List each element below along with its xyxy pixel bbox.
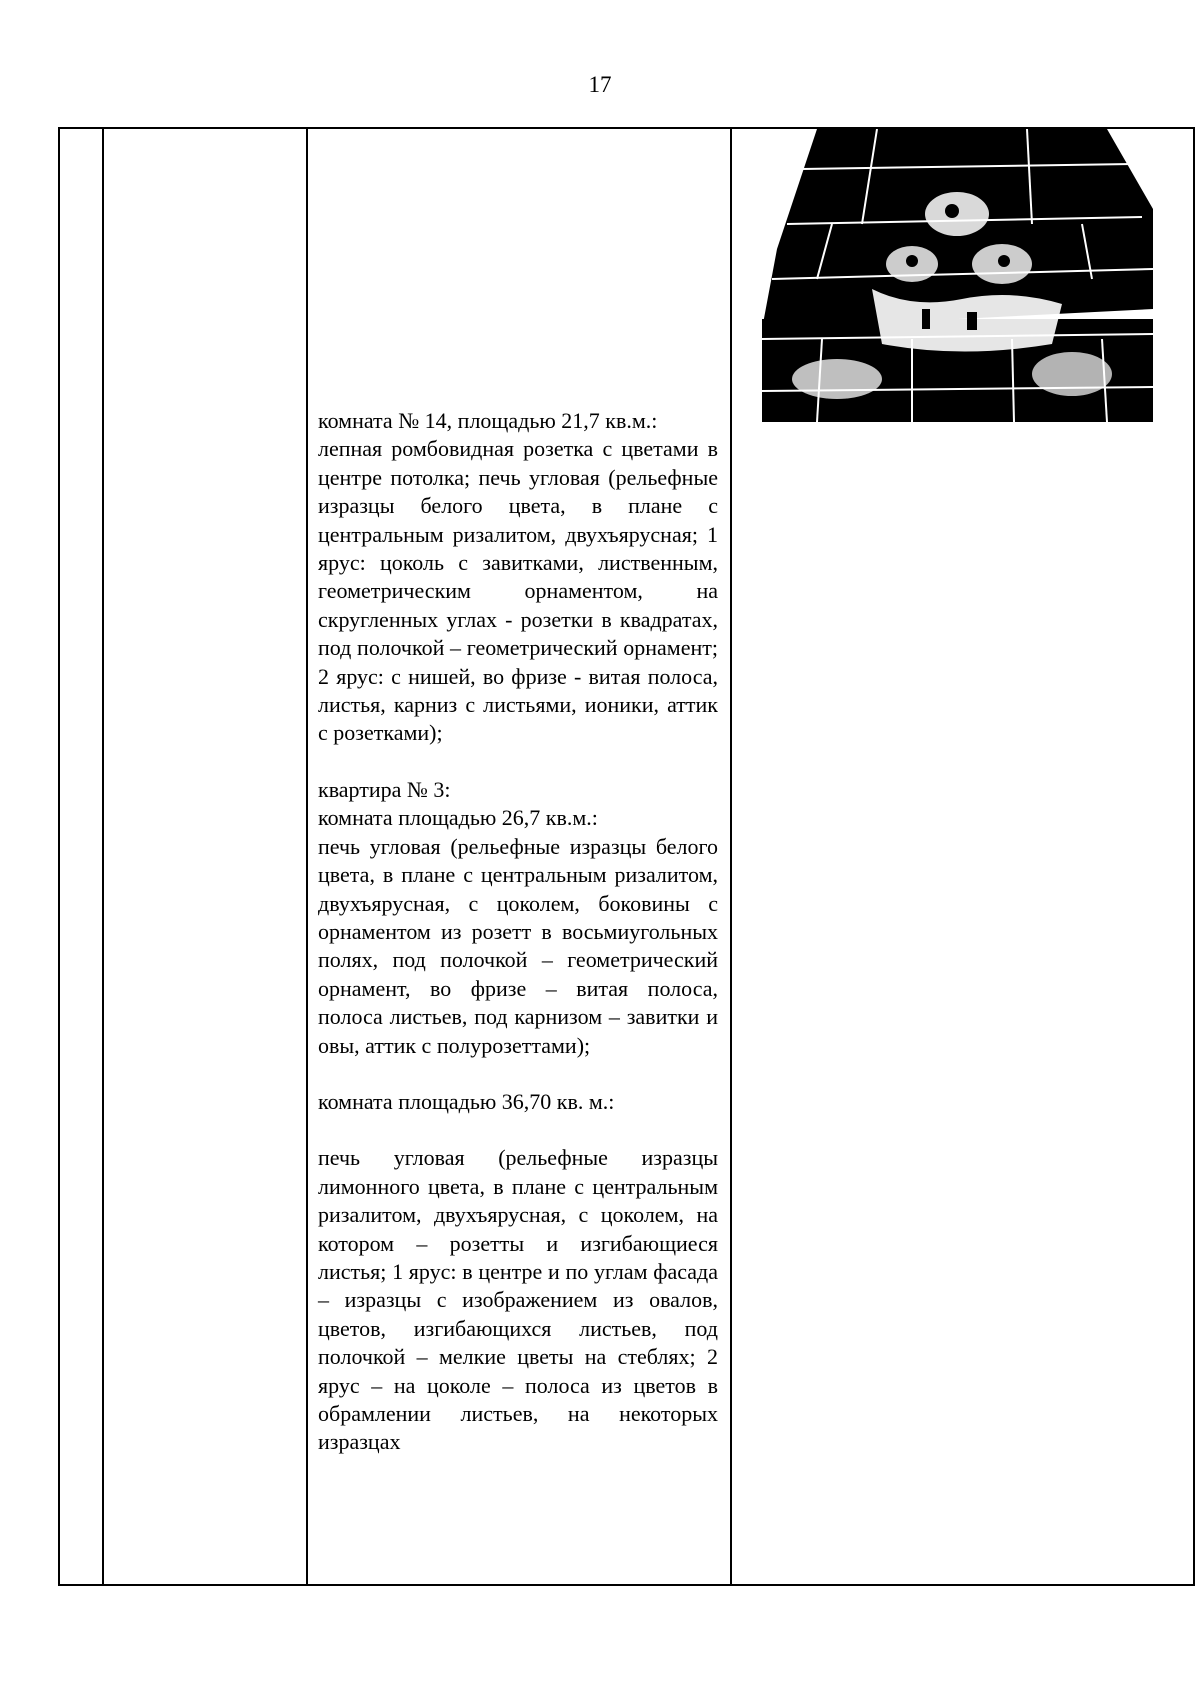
apartment-3-heading: квартира № 3: xyxy=(318,776,451,802)
room-14-heading: комната № 14, площадью 21,7 кв.м.: xyxy=(318,408,658,433)
heritage-table xyxy=(58,127,1195,1586)
room-26-heading: комната площадью 26,7 кв.м.: xyxy=(318,805,598,831)
apartment-3-block xyxy=(318,776,718,1060)
room-14-text: лепная ромбовидная розетка с цветами в центре потолка; печь угловая (рельефные изразцы белого цвета, в плане с центральным ризалитом, двухъярусная; 1 ярус: цоколь с завитками, лиственным, геометрическим орнаментом, на скругленных углах - розетки в квадратах, под полочкой – геометрический орнамент; 2 ярус: с нишей, во фризе - витая полоса, листья, карниз с листьями, ионики, аттик с розетками); xyxy=(318,436,718,746)
page-number: 17 xyxy=(588,72,612,97)
room-36-heading: комната площадью 36,70 кв. м.: xyxy=(318,1088,615,1114)
room-36-text: печь угловая (рельефные изразцы лимонного цвета, в плане с центральным ризалитом, двухъярусная, с цоколем, на котором – розетты и изгибающиеся листья; 1 ярус: в центре и по углам фасада – изразцы с изображением из овалов, цветов, изгибающихся листьев, под полочкой – мелкие цветы на стеблях; 2 ярус – на цоколе – полоса из цветов в обрамлении листьев, на некоторых изразцах xyxy=(318,1145,718,1455)
room-26-text: печь угловая (рельефные изразцы белого цвета, в плане с центральным ризалитом, двухъярусная, с цоколем, боковины с орнаментом из розетт в восьмиугольных полях, под полочкой – геометрический орнамент, во фризе – витая полоса, полоса листьев, под карнизом – завитки и овы, аттик с полурозеттами); xyxy=(318,833,718,1058)
room-36-block xyxy=(318,1088,718,1457)
description-cell xyxy=(307,128,731,1585)
table-row xyxy=(59,128,1194,1585)
stove-tile-photo xyxy=(762,129,1153,422)
number-cell xyxy=(59,128,103,1585)
photo-cell xyxy=(731,128,1194,1585)
name-cell xyxy=(103,128,307,1585)
room-14-block xyxy=(318,407,718,748)
